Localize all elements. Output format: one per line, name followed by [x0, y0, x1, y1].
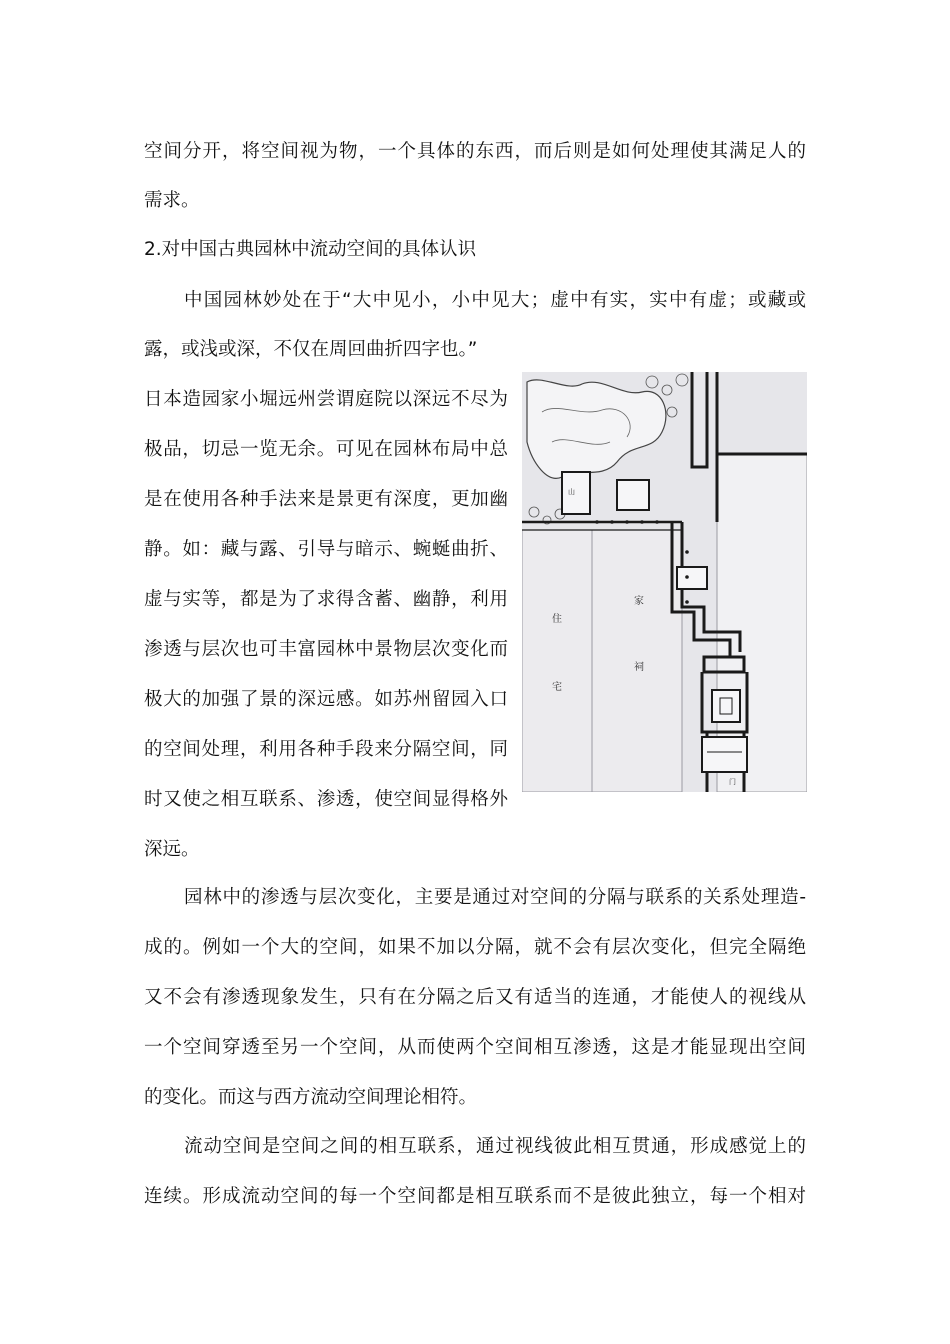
figure-label-shan: 山: [568, 488, 575, 496]
text-line: 极大的加强了景的深远感。如苏州留园入口: [144, 689, 508, 710]
text-line: 露，或浅或深，不仅在周回曲折四字也。”: [144, 339, 478, 360]
figure-label-zhai: 宅: [552, 682, 562, 693]
figure-label-men: 门: [729, 778, 736, 786]
text-line: 时又使之相互联系、渗透，使空间显得格外: [144, 789, 508, 810]
paragraph-start-line: 中国园林妙处在于“大中见小，小中见大；虚中有实，实中有虚；或藏或: [184, 290, 806, 311]
text-line: 的变化。而这与西方流动空间理论相符。: [144, 1087, 478, 1108]
text-line: 空间分开，将空间视为物，一个具体的东西，而后则是如何处理使其满足人的: [144, 141, 806, 162]
text-line: 深远。: [144, 839, 200, 860]
garden-plan-figure: [522, 372, 807, 792]
text-line: 成的。例如一个大的空间，如果不加以分隔，就不会有层次变化，但完全隔绝: [144, 937, 806, 958]
text-line: 一个空间穿透至另一个空间，从而使两个空间相互渗透，这是才能显现出空间: [144, 1037, 806, 1058]
garden-plan-drawing: [522, 372, 807, 792]
text-line: 需求。: [144, 190, 200, 211]
figure-area-residence: [522, 530, 592, 792]
figure-area-ancestral-hall: [592, 530, 682, 792]
figure-label-jia: 家: [634, 596, 644, 607]
text-line: 又不会有渗透现象发生，只有在分隔之后又有适当的连通，才能使人的视线从: [144, 987, 806, 1008]
text-line: 的空间处理，利用各种手段来分隔空间，同: [144, 739, 508, 760]
section-heading: 2.对中国古典园林中流动空间的具体认识: [144, 239, 477, 260]
paragraph-start-line: 园林中的渗透与层次变化，主要是通过对空间的分隔与联系的关系处理造-: [184, 887, 806, 908]
paragraph-start-line: 流动空间是空间之间的相互联系，通过视线彼此相互贯通，形成感觉上的: [184, 1136, 806, 1157]
figure-label-zhu: 住: [552, 614, 562, 625]
figure-label-ci: 祠: [634, 662, 644, 673]
text-line: 极品，切忌一览无余。可见在园林布局中总: [144, 439, 508, 460]
text-line: 静。如：藏与露、引导与暗示、蜿蜒曲折、: [144, 539, 508, 560]
text-line: 虚与实等，都是为了求得含蓄、幽静，利用: [144, 589, 508, 610]
text-line: 连续。形成流动空间的每一个空间都是相互联系而不是彼此独立，每一个相对: [144, 1186, 806, 1207]
text-line: 渗透与层次也可丰富园林中景物层次变化而: [144, 639, 508, 660]
text-line: 是在使用各种手法来是景更有深度，更加幽: [144, 489, 508, 510]
text-line: 日本造园家小堀远州尝谓庭院以深远不尽为: [144, 389, 508, 410]
